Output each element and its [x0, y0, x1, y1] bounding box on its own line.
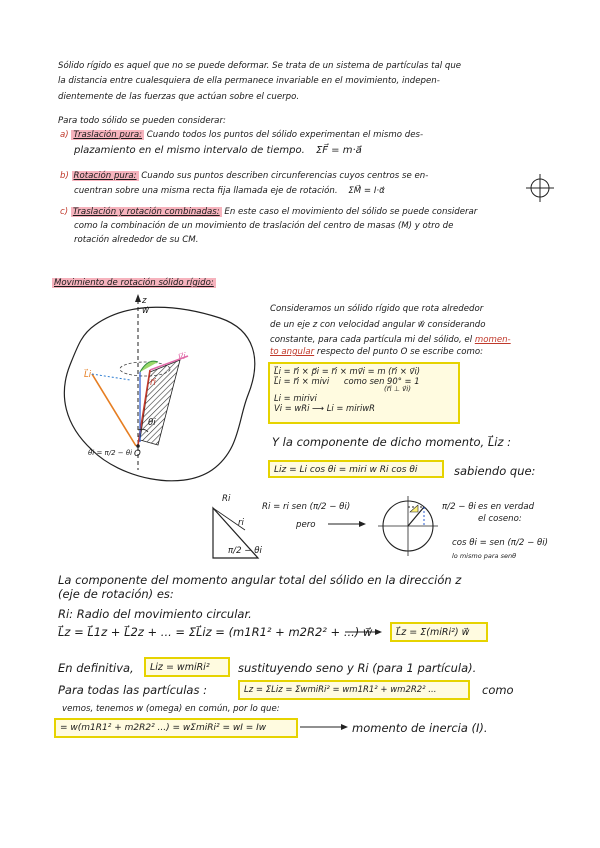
explanation-line-3 — [270, 335, 511, 345]
rotation-circle-icon — [526, 174, 554, 202]
component-symbol: L⃗iz : — [487, 435, 512, 449]
box1-row-2-perp: (r⃗i ⊥ v⃗i) — [384, 385, 411, 393]
box1-row-2-main: L⃗i = r⃗i × mivi — [274, 376, 330, 386]
case-b-text-1: Cuando sus puntos describen circunferencias cuyos centros se en- — [141, 171, 429, 181]
box1-row-1: L⃗i = r⃗i × p⃗i = r⃗i × mv⃗i = m (r⃗i × v⃗i) — [274, 366, 421, 376]
r-vector-label: r⃗i — [150, 378, 156, 388]
circle-note-2: es en verdad — [478, 502, 535, 512]
total-line-1: La componente del momento angular total del sólido en la dirección z — [58, 573, 462, 587]
component-line — [272, 436, 511, 449]
explanation-line-4 — [270, 347, 483, 357]
triangle-ri-equation: Ri = ri sen (π/2 − θi) — [262, 502, 351, 512]
case-a-text-1: Cuando todos los puntos del sólido experimentan el mismo des- — [146, 130, 424, 140]
explanation-line-2: de un eje z con velocidad angular w⃗ considerando — [270, 320, 486, 330]
case-c-label: c) — [60, 207, 69, 217]
total-sum: L⃗z = L⃗1z + L⃗2z + ... = ΣL⃗iz = (m1R1² + m2R2² + ...) w⃗ — [58, 625, 373, 639]
case-a-title: Traslación pura: — [73, 130, 143, 140]
explanation-line-1: Consideramos un sólido rígido que rota alrededor — [270, 304, 484, 314]
triangle-ri-small: ri — [238, 518, 244, 528]
l-vector-extension — [92, 374, 130, 380]
final-line-2b: como — [482, 683, 514, 697]
case-c-text-3: rotación alrededor de su CM. — [74, 235, 199, 245]
theta-label: θi — [148, 418, 156, 428]
origin-label: O — [134, 449, 141, 459]
intro-line-3: dientemente de las fuerzas que actúan sobre el cuerpo. — [58, 92, 300, 102]
circle-note-4: cos θi = sen (π/2 − θi) — [452, 538, 548, 548]
box6-text: = w(m1R1² + m2R2² ...) = wΣmiRi² = wI = Iw — [60, 723, 267, 733]
case-c-title: Traslación y rotación combinadas: — [72, 207, 220, 217]
inertia-label: momento de inercia (I). — [352, 721, 488, 735]
box3-text: L⃗z = Σ(miRi²) w⃗ — [396, 627, 470, 638]
box1-row-3: Li = mirivi — [274, 393, 317, 403]
case-c-text-2: como la combinación de un movimiento de traslación del centro de masas (M) y otro de — [74, 221, 454, 231]
box5-text: Lz = ΣLiz = ΣwmiRi² = wm1R1² + wm2R2² ... — [244, 685, 437, 695]
box1-row-2 — [274, 376, 454, 386]
final-line-1a: En definitiva, — [58, 661, 134, 675]
case-b-formula: ΣM⃗ = I·α⃗ — [348, 186, 385, 196]
circle-note-1: π/2 − θi — [442, 502, 476, 512]
case-a-formula: ΣF⃗ = m·a⃗ — [315, 145, 362, 156]
explanation-line-3b: momen- — [474, 335, 511, 345]
theta-note: θi = π/2 − θi — [88, 449, 133, 457]
z-axis-arrow — [135, 294, 141, 302]
triangle-ri-label: Ri — [222, 494, 231, 504]
final-box-1 — [144, 657, 230, 677]
case-b-title: Rotación pura: — [73, 171, 137, 181]
circle-note-3: el coseno: — [478, 514, 522, 524]
circle-note-5: lo mismo para senθ — [452, 552, 517, 560]
triangle-angle: π/2 − θi — [228, 546, 262, 556]
component-box — [268, 460, 444, 478]
intro-line-1: Sólido rígido es aquel que no se puede deformar. Se trata de un sistema de partículas tal que — [58, 61, 462, 71]
unit-circle-diagram — [378, 496, 438, 556]
final-box-2 — [238, 680, 470, 700]
component-text: Y la componente de dicho momento, — [272, 435, 485, 449]
case-c-text-1: En este caso el movimiento del sólido se puede considerar — [224, 207, 478, 217]
explanation-line-4a: to angular — [270, 347, 315, 357]
angular-momentum-box — [268, 362, 460, 424]
box4-text: Liz = wmiRi² — [150, 662, 210, 673]
section-title: Movimiento de rotación sólido rígido: — [54, 278, 214, 288]
axis-z-label: z — [142, 296, 147, 306]
case-b-label: b) — [60, 171, 69, 181]
l-vector — [92, 374, 136, 446]
total-box — [390, 622, 488, 642]
total-ri-definition: Ri: Radio del movimiento circular. — [58, 607, 252, 621]
final-line-1b: sustituyendo seno y Ri (para 1 partícula). — [238, 661, 477, 675]
axis-w-label: w⃗ — [142, 306, 150, 316]
explanation-line-4b: respecto del punto O se escribe como: — [316, 347, 483, 357]
box2-text: Liz = Li cos θi = miri w Ri cos θi — [274, 465, 418, 475]
knowing-that: sabiendo que: — [454, 464, 536, 478]
case-a-label: a) — [60, 130, 69, 140]
box1-row-4: Vi = wRi ⟶ Li = miriwR — [274, 403, 375, 413]
final-line-2a: Para todas las partículas : — [58, 683, 207, 697]
case-a-text-2: plazamiento en el mismo intervalo de tiempo. — [74, 145, 305, 156]
cases-heading: Para todo sólido se pueden considerar: — [58, 116, 226, 126]
box1-row-2-note: como sen 90° = 1 — [343, 376, 420, 386]
case-b-text-2: cuentran sobre una misma recta fija llamada eje de rotación. — [74, 186, 338, 196]
explanation-line-3a: constante, para cada partícula mi del sólido, el — [270, 335, 473, 345]
intro-line-2: la distancia entre cualesquiera de ella permanece invariable en el movimiento, indepen- — [58, 76, 440, 86]
final-line-3: vemos, tenemos w (omega) en común, por lo que: — [62, 704, 280, 714]
pero-label: pero — [296, 520, 316, 530]
final-box-3 — [54, 718, 298, 738]
l-vector-label: L⃗i — [84, 370, 92, 380]
v-vector-label: v⃗i — [178, 352, 186, 362]
hatched-area — [140, 360, 180, 445]
total-line-2: (eje de rotación) es: — [58, 587, 174, 601]
